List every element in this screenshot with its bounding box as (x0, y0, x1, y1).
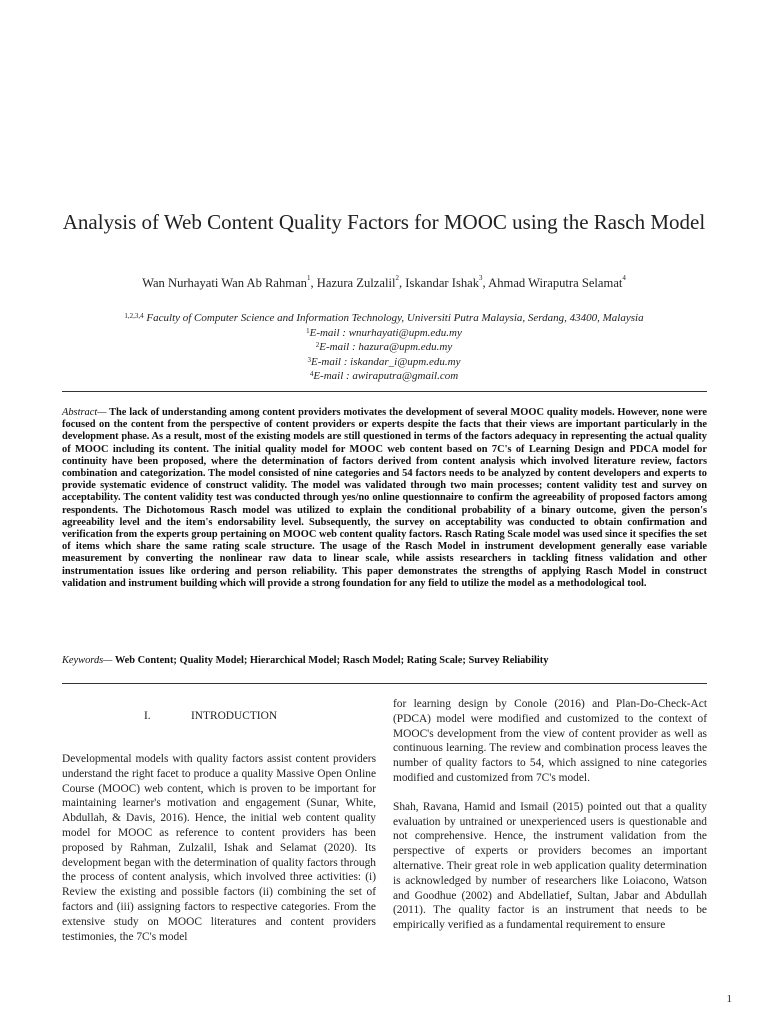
abstract (62, 407, 707, 590)
author-name: Iskandar Ishak (405, 276, 480, 290)
email-text: E-mail : wnurhayati@upm.edu.my (309, 326, 462, 339)
author-superscript: 3 (479, 274, 483, 282)
email-text: E-mail : hazura@upm.edu.my (319, 341, 453, 353)
divider-bottom (62, 683, 707, 684)
author-name: Ahmad Wiraputra Selamat (488, 276, 623, 290)
keywords (62, 655, 707, 666)
body-paragraph: Developmental models with quality factors assist content providers understand the right facet to produce a quality Massive Open Online Course (MOOC) web content, which is proven to be important for maintaining learner's motivation and engagement (Sunar, White, Abdullah, & Davis, 2016). Hence, the initial web content quality model for MOOC as reference to content providers has been proposed by Rahman, Zulzalil, Ishak and Selamat (2020). Its development began with the determination of quality factors through the process of content analysis, which involved three activities: (i) Review the existing and possible factors (ii) combining the set of factors and (iii) assigning factors to respective categories. From the extensive study on MOOC literatures and content providers testimonies, the 7C's model (62, 753, 376, 943)
author-superscript: 4 (622, 274, 626, 282)
author-name: Wan Nurhayati Wan Ab Rahman (142, 276, 307, 290)
affiliation-superscript: 1,2,3,4 (124, 312, 144, 320)
author-name: Hazura Zulzalil (316, 276, 396, 290)
author-superscript: 1 (306, 274, 311, 282)
author-list: Wan Nurhayati Wan Ab Rahman$^1$, Hazura Zulzalil$^2$, Iskandar Ishak$^3$, Ahmad Wiraputra Selamat$^4$ (142, 274, 626, 290)
body-paragraph: Shah, Ravana, Hamid and Ismail (2015) pointed out that a quality evaluation by untrained or unexperienced users is questionable and not comprehensive. Hence, the instrument validation from the perspective of experts or providers becomes an important alternative. Their great role in web application quality determination is acknowledged by number of researchers like Loiacono, Watson and Goodhue (2002) and Abdellatief, Sultan, Jabar and Abdullah (2011). The quality factor is an instrument that needs to be empirically verified as a fundamental requirement to ensure (393, 800, 707, 932)
keywords-text: Web Content; Quality Model; Hierarchical Model; Rasch Model; Rating Scale; Survey Reliability (112, 655, 549, 666)
email-superscript: 1 (306, 326, 310, 335)
email-superscript: 2 (315, 341, 320, 349)
left-column (62, 752, 376, 958)
affiliation-block (20, 311, 748, 384)
divider-top (62, 391, 707, 392)
email-line (20, 326, 748, 341)
right-column (393, 697, 707, 947)
body-paragraph: for learning design by Conole (2016) and Plan-Do-Check-Act (PDCA) model were modified and customized to the context of MOOC's development from the view of content provider as well as continuous learning. The review and combination process leaves the number of quality factors to 54, which assigned to nine categories modified and customized from 7C's model. (393, 698, 707, 784)
keywords-label: Keywords— (62, 655, 113, 666)
affiliation-line (20, 311, 748, 326)
section-title: INTRODUCTION (191, 710, 278, 722)
email-superscript: 4 (309, 370, 314, 378)
email-line (20, 340, 748, 355)
section-number: I. (144, 710, 151, 722)
email-superscript: 3 (307, 355, 312, 364)
paper-title: Analysis of Web Content Quality Factors for MOOC using the Rasch Model (62, 210, 706, 234)
email-text: E-mail : awiraputra@gmail.com (313, 370, 459, 382)
abstract-text: The lack of understanding among content providers motivates the development of several MOOC quality models. However, none were focused on the content from the perspective of content providers or experts despite the facts that their views are important particularly in the development phase. As a result, most of the existing models are still questioned in terms of the factors adequacy in representing the actual quality of MOOC including its content. The initial quality model for MOOC web content based on 7C's of Learning Design and PDCA model for continuity have been proposed, where the determination of factors derived from content analysis which involved literature review, factors combination and categorization. The model consisted of nine categories and 54 factors needs to be analyzed by content developers and experts to provide systematic evidence of construct validity. The model was validated through two main processes; content validity test and survey on acceptability. The content validity test was conducted through yes/no online questionnaire to confirm the agreeability of proposed factors among respondents. The Dichotomous Rasch model was utilized to explain the conditional probability of a binary outcome, given the person's agreeability level and the item's endorsability level. Subsequently, the survey on acceptability was conducted to obtain confirmation and verification from the experts group pertaining on MOOC web content quality factors. Rasch Rating Scale model was used since it specifies the set of items which share the same rating scale structure. The usage of the Rasch Model in instrument development generally ease variable measurement by converting the nonlinear raw data to linear scale, while assists researchers in tackling fitness validation and other instrumentation issues like ordering and person reliability. This paper demonstrates the strengths of applying Rasch Model in construct validation and instrument building which will provide a strong foundation for any field to utilize the model as a methodological tool. (62, 407, 707, 589)
abstract-label: Abstract— (62, 407, 107, 418)
email-line (20, 355, 748, 370)
email-text: E-mail : iskandar_i@upm.edu.my (311, 355, 461, 368)
affiliation-text: Faculty of Computer Science and Information Technology, Universiti Putra Malaysia, Serdang, 43400, Malaysia (146, 312, 644, 324)
email-line (20, 369, 748, 384)
author-superscript: 2 (395, 274, 399, 282)
page-number: 1 (726, 993, 732, 1005)
